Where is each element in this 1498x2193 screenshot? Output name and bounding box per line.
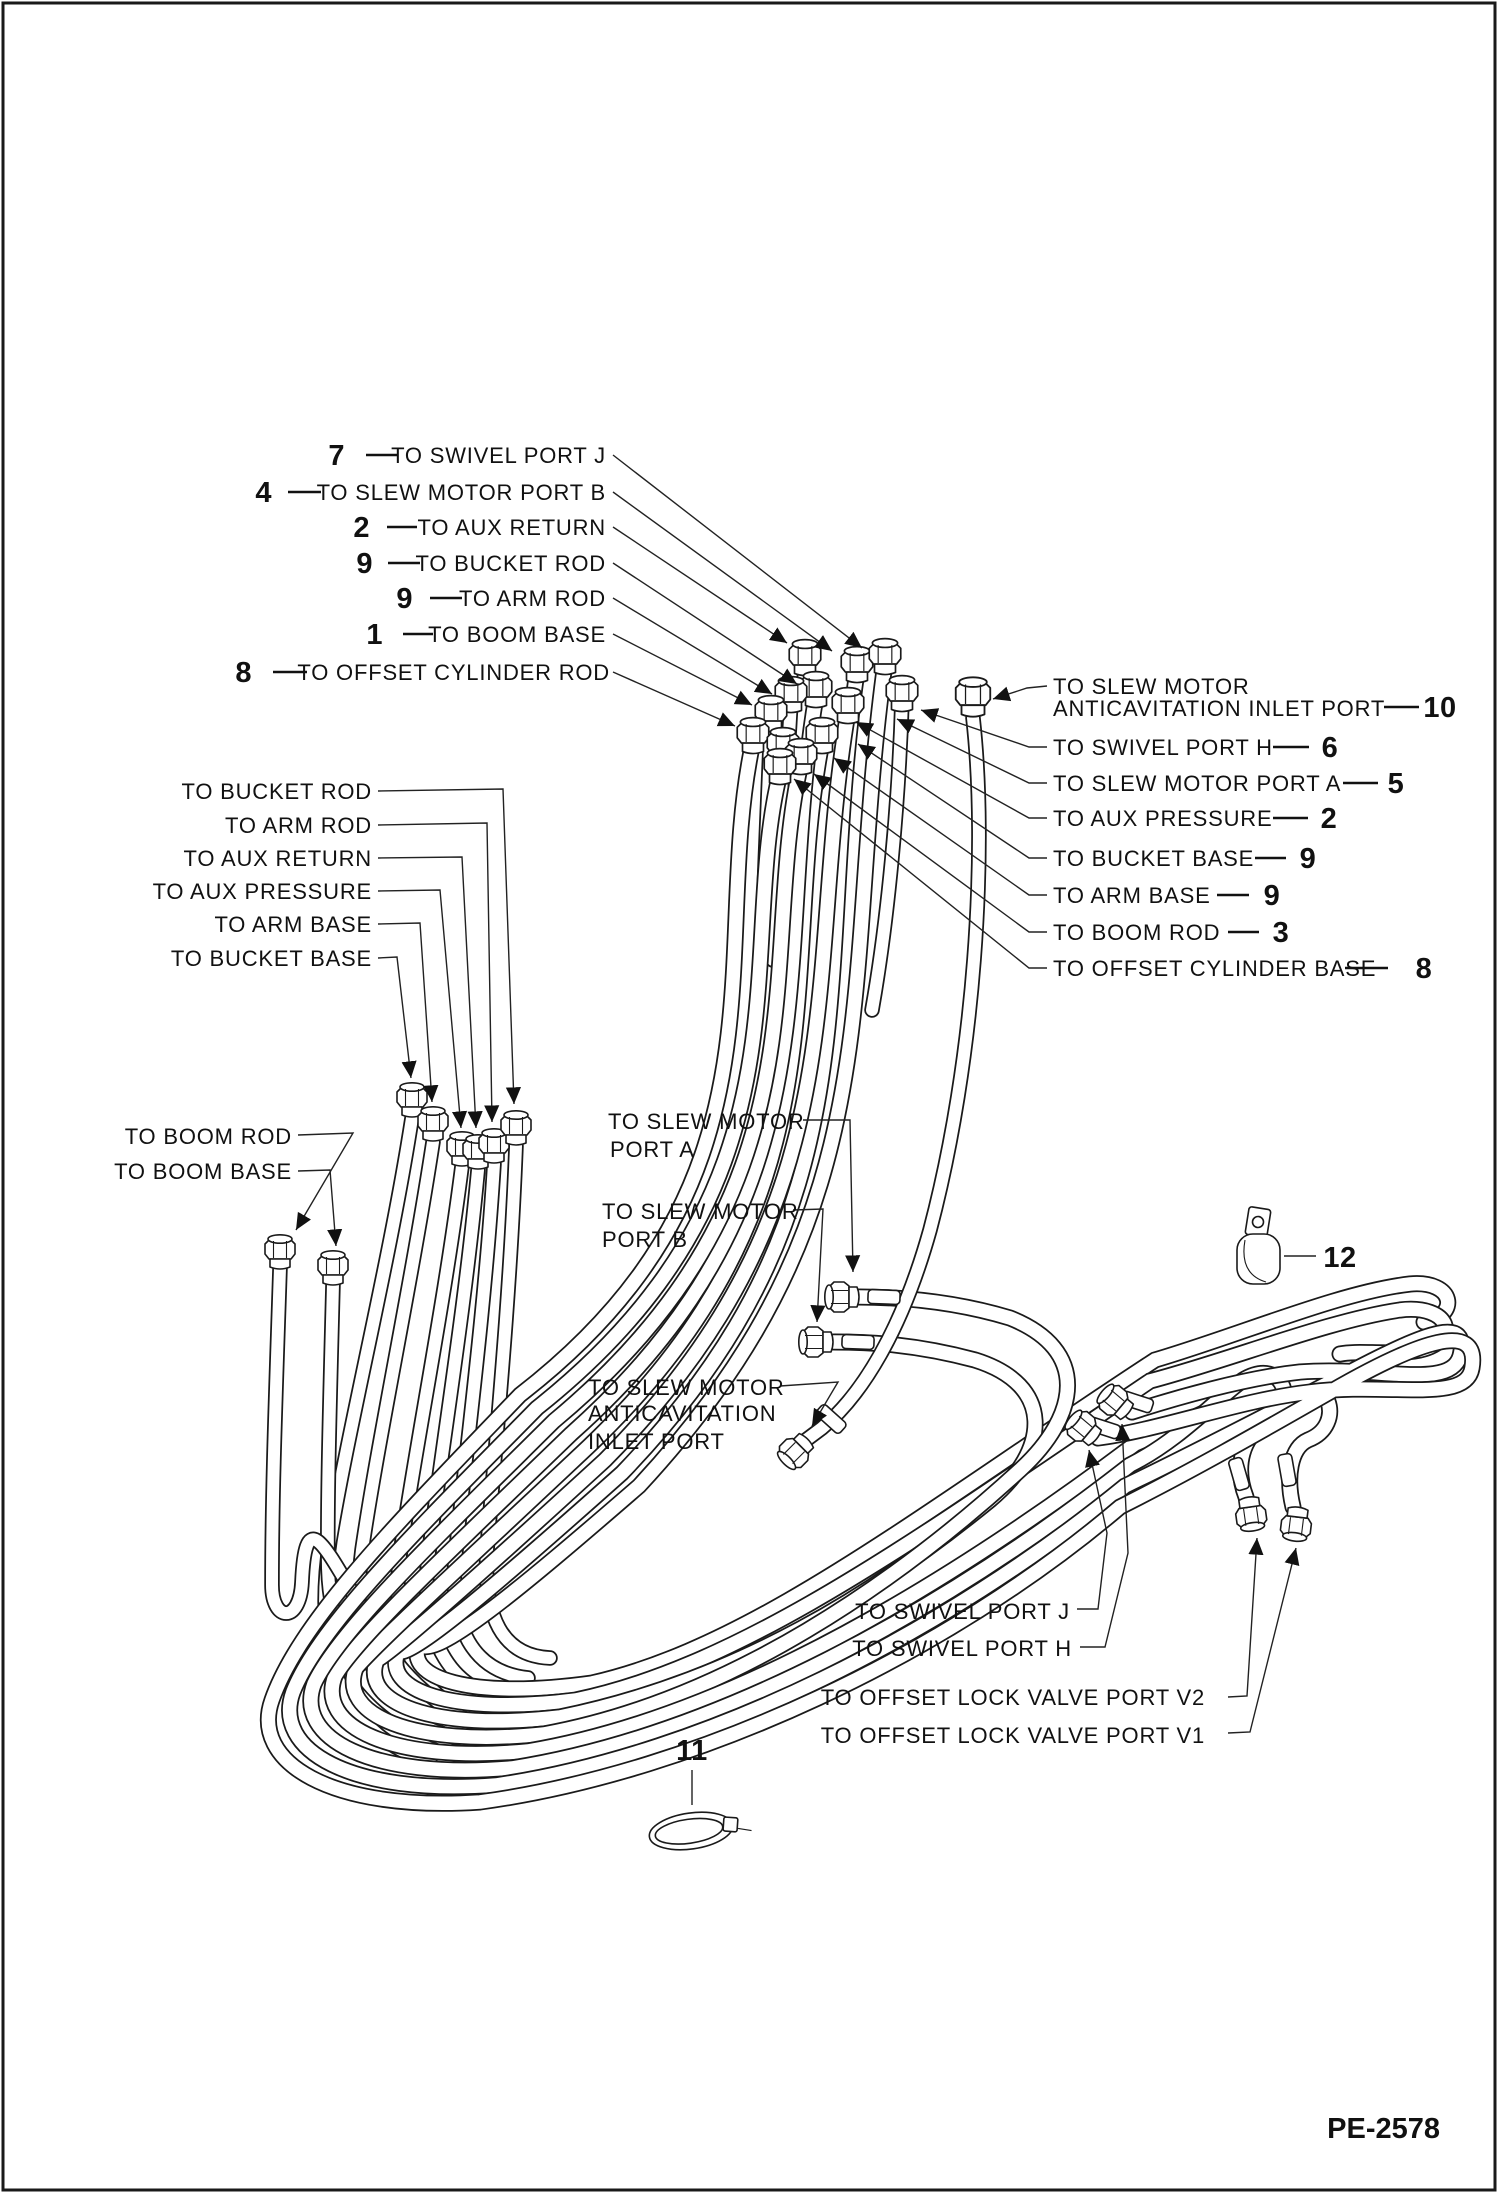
item-number: 9: [1263, 880, 1281, 912]
leader-line: [296, 1133, 353, 1230]
port-label: PORT A: [610, 1137, 695, 1162]
port-label: TO OFFSET CYLINDER ROD: [297, 660, 610, 685]
port-label: TO AUX PRESSURE: [152, 879, 372, 904]
item-number: 11: [676, 1735, 708, 1767]
hose-sleeve: [842, 1334, 874, 1349]
hose-fitting: [764, 749, 796, 785]
port-label: TO BUCKET BASE: [1053, 846, 1255, 871]
item-number: 12: [1323, 1242, 1357, 1274]
anticavitation-top-fitting: [956, 677, 991, 716]
item-number: 6: [1321, 732, 1339, 764]
port-label: TO BUCKET ROD: [415, 551, 606, 576]
hose-bundle: [265, 639, 1473, 1855]
slew-port-b-fitting: [799, 1327, 833, 1357]
port-label: TO SLEW MOTOR PORT B: [316, 480, 606, 505]
port-label: ANTICAVITATION: [588, 1401, 777, 1426]
item-number: 9: [1299, 843, 1317, 875]
port-label: TO BUCKET BASE: [170, 946, 372, 971]
item-number: 2: [353, 512, 370, 544]
port-label: TO AUX RETURN: [183, 846, 372, 871]
port-label: TO AUX RETURN: [417, 515, 606, 540]
item-number: 8: [1415, 953, 1433, 985]
hose-fitting: [832, 688, 864, 724]
hose-sleeve: [868, 1289, 900, 1304]
item-number: 1: [366, 619, 383, 651]
hose-fitting: [841, 647, 873, 683]
port-label: TO AUX PRESSURE: [1053, 806, 1273, 831]
port-label: TO SLEW MOTOR: [588, 1375, 785, 1400]
hose-fitting: [418, 1107, 448, 1141]
port-label: ANTICAVITATION INLET PORT: [1053, 696, 1386, 721]
port-label: TO OFFSET LOCK VALVE PORT V2: [820, 1685, 1205, 1710]
leader-line: [298, 1170, 336, 1246]
port-label: PORT B: [602, 1227, 688, 1252]
item-number: 10: [1423, 692, 1457, 724]
port-label: TO SWIVEL PORT J: [855, 1599, 1070, 1624]
port-label: TO OFFSET CYLINDER BASE: [1053, 956, 1377, 981]
port-label: INLET PORT: [588, 1429, 725, 1454]
port-label: TO ARM ROD: [459, 586, 606, 611]
leader-line: [1228, 1538, 1257, 1697]
item-number: 9: [396, 583, 413, 615]
leader-line: [378, 957, 411, 1078]
port-label: TO OFFSET LOCK VALVE PORT V1: [820, 1723, 1205, 1748]
hose-fitting: [737, 718, 769, 754]
item-number: 4: [255, 477, 272, 509]
port-label: TO BUCKET ROD: [181, 779, 372, 804]
leader-line: [378, 823, 492, 1122]
port-label: TO SLEW MOTOR PORT A: [1053, 771, 1342, 796]
leader-line: [1228, 1548, 1296, 1733]
port-label: TO SWIVEL PORT H: [1053, 735, 1273, 760]
leader-line: [921, 710, 1047, 747]
port-label: TO SLEW MOTOR: [602, 1199, 799, 1224]
leader-line: [378, 789, 514, 1104]
boom-base-fitting: [318, 1251, 348, 1285]
leader-line: [613, 492, 832, 651]
offset-lock-v1-fitting: [1279, 1505, 1313, 1543]
offset-lock-v2-fitting: [1234, 1495, 1268, 1533]
drawing-code: PE-2578: [1327, 2113, 1440, 2145]
port-label: TO SLEW MOTOR: [608, 1109, 805, 1134]
port-label: TO BOOM ROD: [124, 1124, 292, 1149]
leader-line: [378, 923, 432, 1102]
item-number: 2: [1320, 803, 1338, 835]
port-label: TO SWIVEL PORT H: [852, 1636, 1072, 1661]
boom-rod-fitting: [265, 1235, 295, 1269]
clamp-part: [1237, 1206, 1280, 1284]
item-number: 9: [356, 548, 373, 580]
leader-line: [613, 527, 787, 643]
port-label: TO BOOM BASE: [114, 1159, 292, 1184]
port-label: TO SLEW MOTOR: [1053, 674, 1250, 699]
cable-tie-part: [647, 1805, 753, 1855]
port-label: TO BOOM ROD: [1053, 920, 1221, 945]
port-label: TO ARM BASE: [214, 912, 372, 937]
item-number: 7: [328, 440, 345, 472]
slew-port-a-fitting: [825, 1282, 859, 1312]
port-label: TO BOOM BASE: [428, 622, 606, 647]
hose-fitting: [869, 639, 901, 675]
hose-fitting: [886, 676, 918, 712]
leader-line: [613, 563, 797, 684]
item-number: 3: [1272, 917, 1290, 949]
item-number: 8: [235, 657, 252, 689]
hose-fitting: [501, 1111, 531, 1145]
leader-line: [993, 686, 1047, 699]
port-label: TO ARM ROD: [225, 813, 372, 838]
port-label: TO SWIVEL PORT J: [391, 443, 606, 468]
hose-fitting: [789, 640, 821, 676]
leader-line: [613, 672, 735, 726]
item-number: 5: [1387, 768, 1405, 800]
leader-line: [378, 857, 476, 1128]
port-label: TO ARM BASE: [1053, 883, 1211, 908]
